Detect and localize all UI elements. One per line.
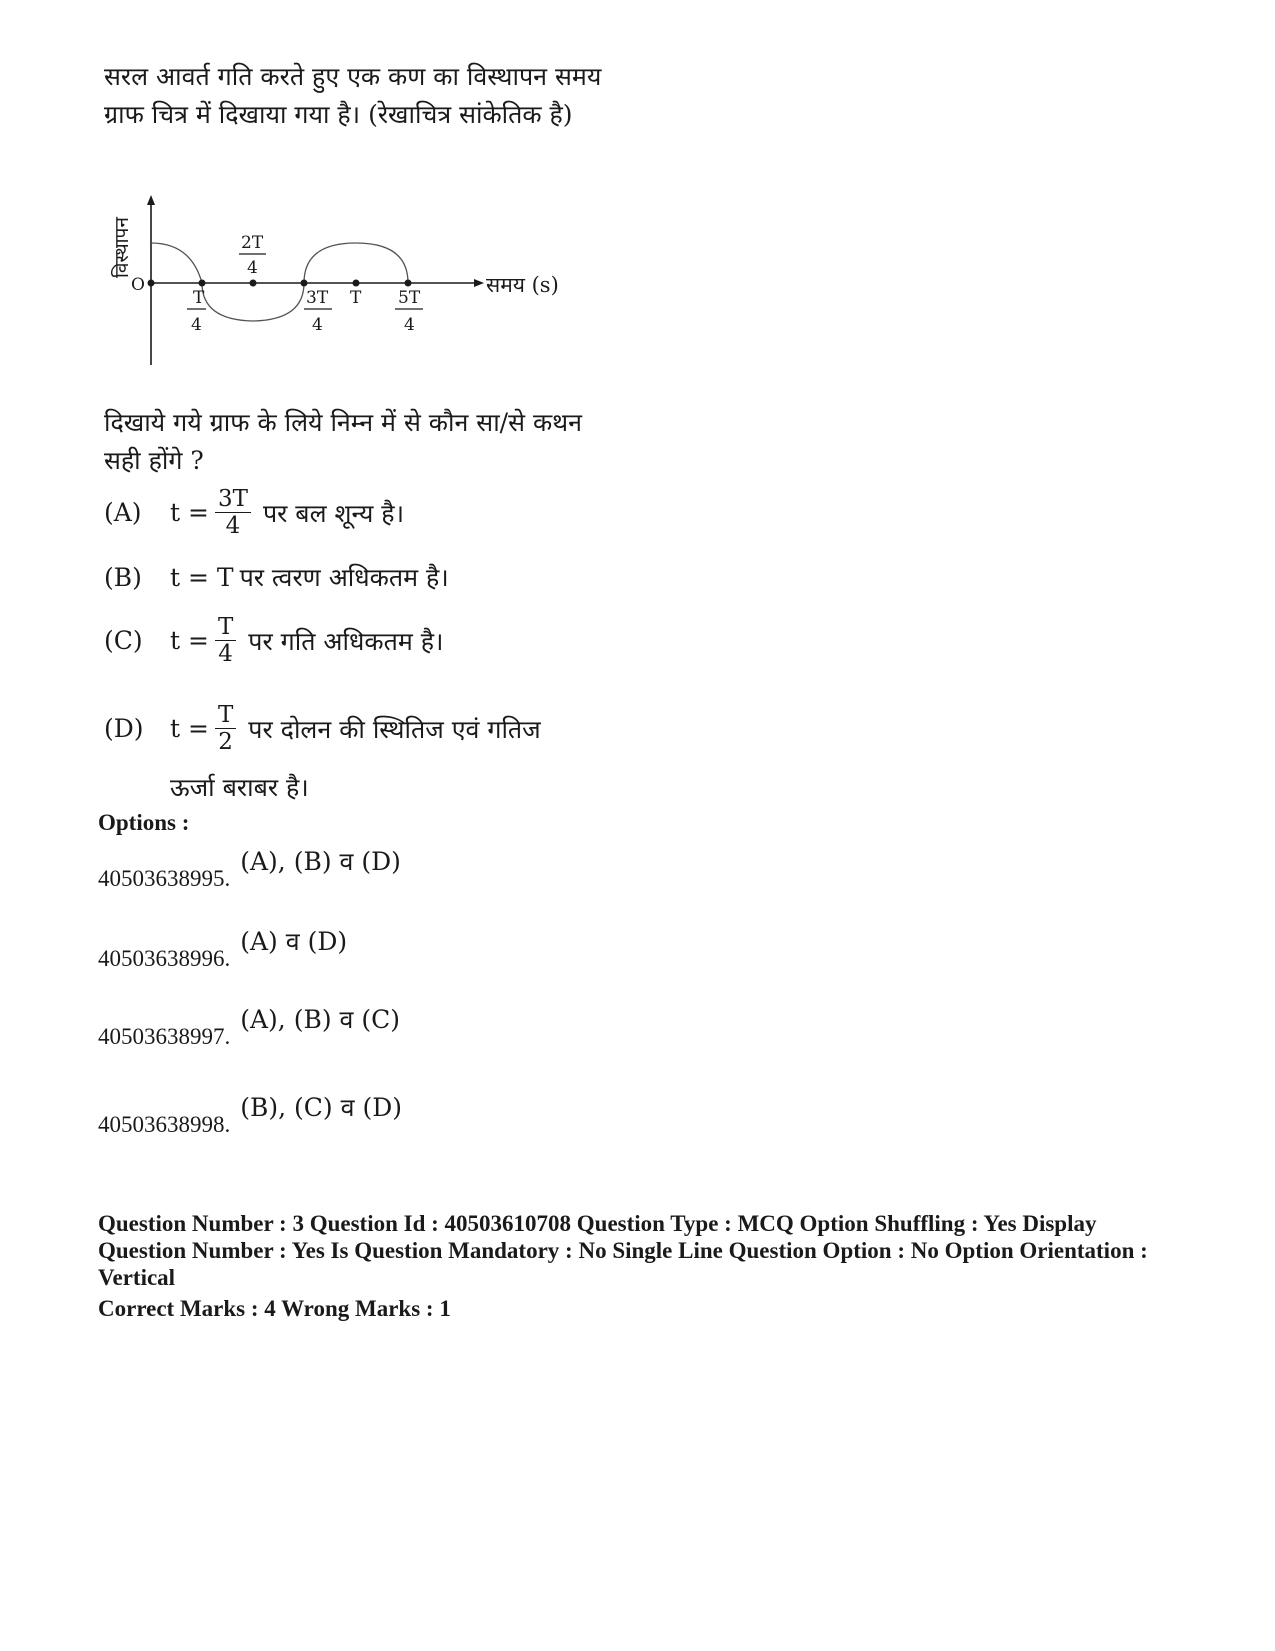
point-t-quarter — [199, 280, 206, 287]
option-text: (A), (B) व (C) — [240, 1005, 401, 1034]
option-text: (A), (B) व (D) — [240, 847, 401, 876]
option-text: (B), (C) व (D) — [240, 1093, 403, 1122]
point-t-five-quarter — [405, 280, 412, 287]
option-id: 40503638997. — [98, 1024, 231, 1049]
statement-d-continuation: ऊर्जा बराबर है। — [170, 773, 309, 802]
statement-label: (A) — [104, 498, 142, 527]
option-item[interactable] — [98, 1005, 401, 1052]
x-axis-label: समय (s) — [486, 273, 559, 297]
fraction-denominator: 4 — [225, 513, 241, 539]
origin-label: O — [131, 275, 145, 295]
option-item[interactable] — [98, 1093, 403, 1140]
option-id: 40503638996. — [98, 946, 231, 971]
fraction-denominator: 2 — [218, 729, 233, 755]
tick-label-den: 4 — [312, 315, 323, 335]
point-t-three-quarter — [301, 280, 308, 287]
time-expression: t = — [170, 498, 209, 527]
time-expression: t = T — [170, 562, 234, 592]
tick-label-num: 2T — [241, 233, 264, 253]
time-expression: t = — [170, 626, 209, 655]
fraction-denominator: 4 — [218, 641, 233, 667]
fraction — [215, 614, 236, 667]
tick-label-num: T — [193, 288, 205, 308]
statement-text: पर दोलन की स्थितिज एवं गतिज — [248, 714, 541, 744]
tick-label-den: 4 — [247, 258, 258, 278]
option-item[interactable] — [98, 927, 348, 974]
fraction-numerator: T — [215, 614, 236, 641]
option-id: 40503638998. — [98, 1112, 231, 1137]
statement-c — [104, 614, 443, 667]
statement-label: (B) — [104, 562, 142, 592]
origin-point — [148, 280, 155, 287]
point-t-full — [353, 280, 360, 287]
statement-text: पर बल शून्य है। — [262, 498, 405, 528]
options-heading: Options : — [98, 810, 190, 835]
x-axis-arrow — [474, 279, 484, 287]
question-intro: सरल आवर्त गति करते हुए एक कण का विस्थापन समय ग्राफ चित्र में दिखाया गया है। (रेखाचित्र सांकेतिक है) — [104, 62, 602, 129]
statement-a — [104, 486, 404, 539]
displacement-time-graph — [96, 190, 616, 380]
statement-b — [104, 560, 449, 594]
statement-label: (D) — [104, 714, 144, 743]
fraction-numerator: T — [215, 702, 236, 729]
y-axis-label: विस्थापन — [111, 217, 133, 278]
statement-label: (C) — [104, 626, 143, 655]
question-prompt: दिखाये गये ग्राफ के लिये निम्न में से कौन सा/से कथन सही होंगे ? — [104, 408, 582, 475]
statement-d — [104, 702, 541, 755]
fraction — [215, 702, 236, 755]
statement-text: पर गति अधिकतम है। — [248, 626, 444, 656]
point-t-half — [250, 280, 257, 287]
tick-label-t: T — [350, 288, 362, 308]
y-axis-arrow — [147, 195, 155, 205]
option-text: (A) व (D) — [240, 927, 348, 956]
statement-text: पर त्वरण अधिकतम है। — [239, 563, 449, 592]
fraction — [215, 486, 251, 539]
tick-label-den: 4 — [404, 315, 415, 335]
option-id: 40503638995. — [98, 866, 231, 891]
tick-label-num: 3T — [306, 288, 329, 308]
tick-label-num: 5T — [398, 288, 421, 308]
fraction-numerator: 3T — [215, 486, 251, 513]
option-item[interactable] — [98, 847, 401, 894]
tick-label-den: 4 — [191, 315, 202, 335]
question-metadata: Question Number : 3 Question Id : 40503610708 Question Type : MCQ Option Shuffling : Yes Display Question Number : Yes Is Question Mandatory : No Single Line Question Option : No Option Orientation : Vertical — [98, 1211, 1148, 1290]
question-marks: Correct Marks : 4 Wrong Marks : 1 — [98, 1296, 451, 1321]
time-expression: t = — [170, 714, 209, 743]
